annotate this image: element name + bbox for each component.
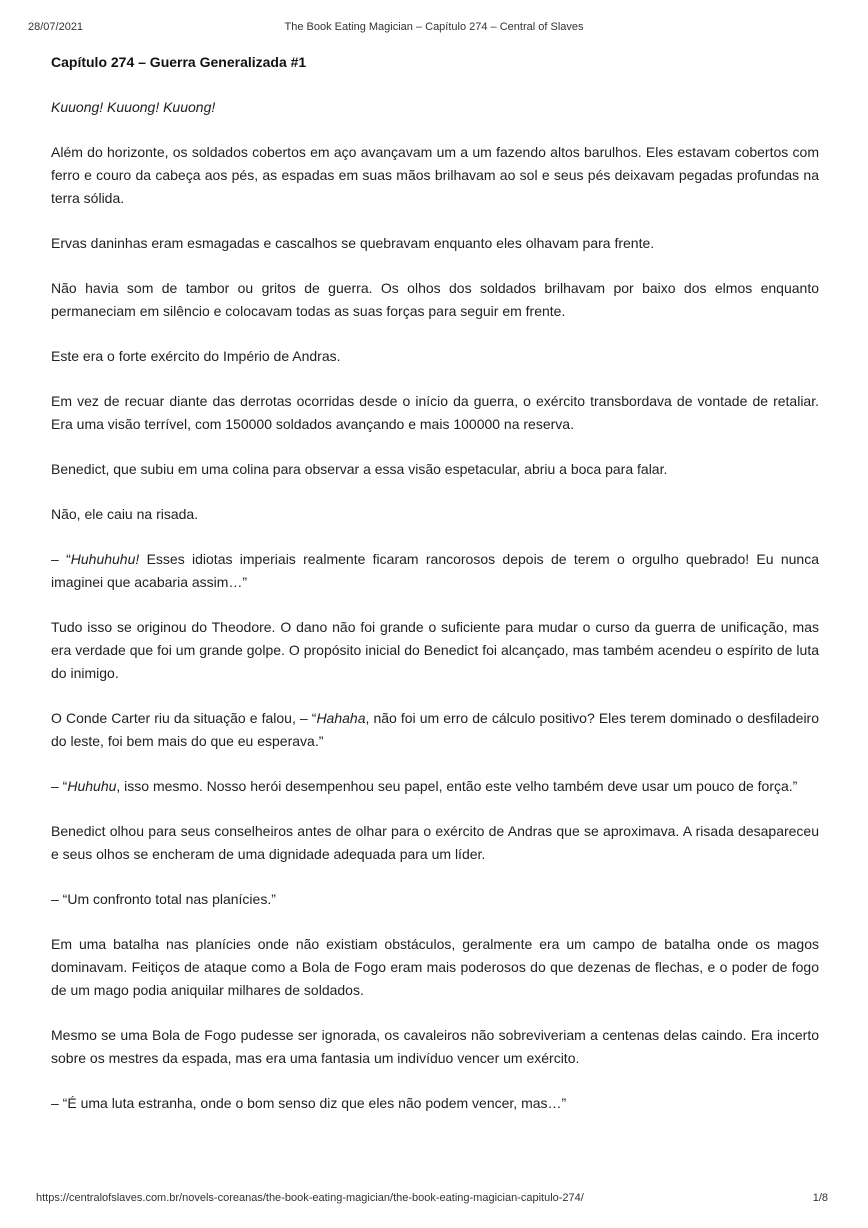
text-run: , não foi um erro de cálculo positivo? Eles terem dominado o desfiladeiro do leste, foi bem mais do que eu esperava.” bbox=[51, 710, 820, 749]
source-url: https://centralofslaves.com.br/novels-coreanas/the-book-eating-magician/the-book-eating-magician-capitulo-274/ bbox=[36, 1192, 584, 1204]
chapter-title: Capítulo 274 – Guerra Generalizada #1 bbox=[51, 54, 307, 70]
emphasis: Huhuhuhu! bbox=[70, 551, 140, 567]
paragraph: Em vez de recuar diante das derrotas ocorridas desde o início da guerra, o exército transbordava de vontade de retaliar. Era uma visão terrível, com 150000 soldados avançando e mais 100000 na reserva. bbox=[51, 393, 819, 432]
paragraph bbox=[51, 96, 819, 119]
emphasis: Hahaha bbox=[316, 710, 366, 726]
paragraph: – “É uma luta estranha, onde o bom senso diz que eles não podem vencer, mas…” bbox=[51, 1095, 567, 1111]
text-run: , isso mesmo. Nosso herói desempenhou seu papel, então este velho também deve usar um pouco de força.” bbox=[116, 778, 798, 794]
page-header-title: The Book Eating Magician – Capítulo 274 – Central of Slaves bbox=[284, 21, 584, 33]
paragraph: Não, ele caiu na risada. bbox=[51, 506, 199, 522]
paragraph: Não havia som de tambor ou gritos de guerra. Os olhos dos soldados brilhavam por baixo dos elmos enquanto permaneciam em silêncio e colocavam todas as suas forças para seguir em frente. bbox=[51, 280, 819, 319]
paragraph bbox=[51, 548, 819, 594]
paragraph: Tudo isso se originou do Theodore. O dano não foi grande o suficiente para mudar o curso da guerra de unificação, mas era verdade que foi um grande golpe. O propósito inicial do Benedict foi alcançado, mas também acendeu o espírito de luta do inimigo. bbox=[51, 619, 819, 681]
page-number: 1/8 bbox=[812, 1192, 828, 1204]
paragraph: Benedict olhou para seus conselheiros antes de olhar para o exército de Andras que se aproximava. A risada desapareceu e seus olhos se encheram de uma dignidade adequada para um líder. bbox=[51, 823, 819, 862]
text-run: – “ bbox=[51, 551, 71, 567]
paragraph: – “Um confronto total nas planícies.” bbox=[51, 891, 276, 907]
print-date: 28/07/2021 bbox=[28, 21, 84, 33]
paragraph: Ervas daninhas eram esmagadas e cascalhos se quebravam enquanto eles olhavam para frente. bbox=[51, 235, 655, 251]
paragraph: Benedict, que subiu em uma colina para observar a essa visão espetacular, abriu a boca para falar. bbox=[51, 461, 668, 477]
paragraph: Além do horizonte, os soldados cobertos em aço avançavam um a um fazendo altos barulhos. Eles estavam cobertos com ferro e couro da cabeça aos pés, as espadas em suas mãos brilhavam ao sol e seus pés deixavam pegadas profundas na terra sólida. bbox=[51, 144, 819, 206]
sound-effect: Kuuong! Kuuong! Kuuong! bbox=[51, 99, 216, 115]
paragraph: Em uma batalha nas planícies onde não existiam obstáculos, geralmente era um campo de batalha onde os magos dominavam. Feitiços de ataque como a Bola de Fogo eram mais poderosos do que dezenas de flechas, e o poder de fogo de um mago podia aniquilar milhares de soldados. bbox=[51, 936, 819, 998]
text-run: O Conde Carter riu da situação e falou, – “ bbox=[51, 710, 317, 726]
text-run: – “ bbox=[51, 778, 68, 794]
paragraph: Mesmo se uma Bola de Fogo pudesse ser ignorada, os cavaleiros não sobreviveriam a centenas delas caindo. Era incerto sobre os mestres da espada, mas era uma fantasia um indivíduo vencer um exército. bbox=[51, 1027, 819, 1066]
emphasis: Huhuhu bbox=[67, 778, 117, 794]
paragraph: Este era o forte exército do Império de Andras. bbox=[51, 348, 341, 364]
paragraph bbox=[51, 707, 819, 753]
text-run: Esses idiotas imperiais realmente ficaram rancorosos depois de terem o orgulho quebrado! Eu nunca imaginei que acabaria assim…” bbox=[51, 551, 819, 590]
paragraph bbox=[51, 775, 819, 798]
article-body bbox=[51, 52, 819, 1137]
